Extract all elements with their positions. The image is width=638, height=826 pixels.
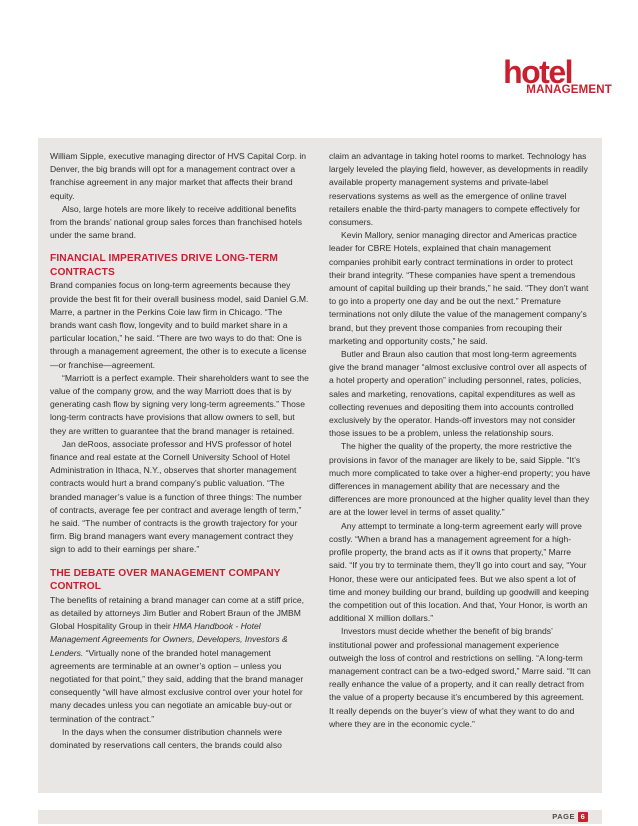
paragraph: Butler and Braun also caution that most long-term agreements give the brand manager “almost exclusive control over all aspects of a hotel property and operation” including personnel, rates, policies, sales and marketing, renovations, capital expenditures as well as collecting revenues and depositing them into accounts controlled exclusively by the operator. Hands-off investors may not consider those issues to be a problem, unless the relationship sours. bbox=[329, 349, 587, 439]
section-heading-financial-imperatives: FINANCIAL IMPERATIVES DRIVE LONG-TERM CONTRACTS bbox=[50, 253, 279, 278]
paragraph: The higher the quality of the property, the more restrictive the provisions in favor of the manager are likely to be, said Sipple. “It’s much more complicated to take over a higher-end property; you have differences in management ability that are necessary and the differences are more pronounced at the higher quality level than they are at the lower level in terms of asset quality.” bbox=[329, 441, 591, 518]
paragraph: In the days when the consumer distribution channels were dominated by reservations call centers, the brands could also bbox=[50, 726, 282, 750]
paragraph: Kevin Mallory, senior managing director and Americas practice leader for CBRE Hotels, explained that chain management companies prohibit early contract terminations in order to protect their brand integrity. “These companies have spent a tremendous amount of capital building up their brands,” he said. “They don’t want to go into a property one day and be out the next.” Premature terminations not only dilute the value of the management company’s brand, but they prevent those companies from recouping their marketing and opportunity costs,” he said. bbox=[329, 230, 589, 346]
paragraph: Also, large hotels are more likely to receive additional benefits from the brands’ national group sales forces than franchised hotels under the same brand. bbox=[50, 203, 302, 241]
page-footer bbox=[38, 810, 602, 824]
page-number: 6 bbox=[578, 812, 588, 822]
paragraph-text: The benefits of retaining a brand manager can come at a stiff price, as detailed by attorneys Jim Butler and Robert Braun of the JMBM Global Hospitality Group in their bbox=[50, 594, 305, 632]
book-title: HMA Handbook - Hotel Management Agreements for Owners, Developers, Investors & Lenders. bbox=[50, 621, 288, 658]
article-panel bbox=[38, 138, 602, 793]
paragraph-text: “Virtually none of the branded hotel management agreements are terminable at an owner’s option – unless you negotiated for that point,” they said, adding that the brand manager consequently “will have almost exclusive control over your hotel for many decades unless you can negotiate an amicable buy-out or termination of the contract.” bbox=[50, 647, 304, 724]
page-indicator bbox=[552, 812, 588, 822]
paragraph: Investors must decide whether the benefit of big brands’ institutional power and professional management experience outweigh the loss of control and restrictions on selling. “A long-term management contract can be a two-edged sword,” Marre said. “It can really enhance the value of a property, and it can really detract from the value of a property because it’s encumbered by this agreement. It really depends on the buyer’s view of what they want to do and where they are in the economic cycle.” bbox=[329, 626, 591, 729]
paragraph: claim an advantage in taking hotel rooms to market. Technology has largely leveled the playing field, however, as developments in readily available property management systems and private-label reservations systems as well as the emergence of online travel retailers enable the third-party managers to compete effectively for consumers. bbox=[329, 151, 588, 228]
paragraph: William Sipple, executive managing director of HVS Capital Corp. in Denver, the big brands will opt for a management contract over a franchise agreement in any major market that affects their brand equity. bbox=[50, 151, 307, 201]
paragraph: Any attempt to terminate a long-term agreement early will prove costly. “When a brand has a management agreement for a high-profile property, the brand acts as if it owns that property,” Marre said. “If you try to terminate them, they’ll go into court and say, “Your Honor, these were our anticipated fees. But we also spent a lot of time and money building our brand, building up goodwill and keeping the competition out of this location. And that, Your Honor, is worth an additional X million dollars.” bbox=[329, 520, 589, 624]
section-heading-management-control: THE DEBATE OVER MANAGEMENT COMPANY CONTROL bbox=[50, 567, 281, 593]
paragraph: Jan deRoos, associate professor and HVS professor of hotel finance and real estate at the Cornell University School of Hotel Administration in Ithaca, N.Y., observes that shorter management contracts would hurt a brand company’s public valuation. “The branded manager’s value is a function of three things: The number of contracts, average fee per contract and average length of term,” he said. “The number of contracts is the growth trajectory for your firm. Big brand managers want every management contract they sign to add to their earnings per share.” bbox=[50, 438, 302, 555]
logo-hotel-text: hotel bbox=[503, 54, 572, 90]
paragraph: “Marriott is a perfect example. Their shareholders want to see the value of the company grow, and the way Marriott does that is by generating cash flow by signing very long-term agreements.” Those long-term contracts have provisions that allow owners to sell, but they are written to guarantee that the brand manager is retained. bbox=[50, 372, 309, 436]
page-label: PAGE bbox=[552, 812, 575, 821]
hotel-management-logo bbox=[502, 54, 612, 100]
right-column bbox=[329, 150, 591, 731]
paragraph: Brand companies focus on long-term agreements because they provide the best fit for their overall business model, said Daniel G.M. Marre, a partner in the Perkins Coie law firm in Chicago. “The brands want cash flow, longevity and to build market share in a particular location,” he said. “There are two ways to do that: One is through a management agreement, the other is to execute a license—or franchise—agreement. bbox=[50, 280, 309, 370]
logo-management-text: MANAGEMENT bbox=[526, 84, 612, 96]
paragraph bbox=[50, 594, 310, 726]
left-column bbox=[50, 150, 310, 752]
